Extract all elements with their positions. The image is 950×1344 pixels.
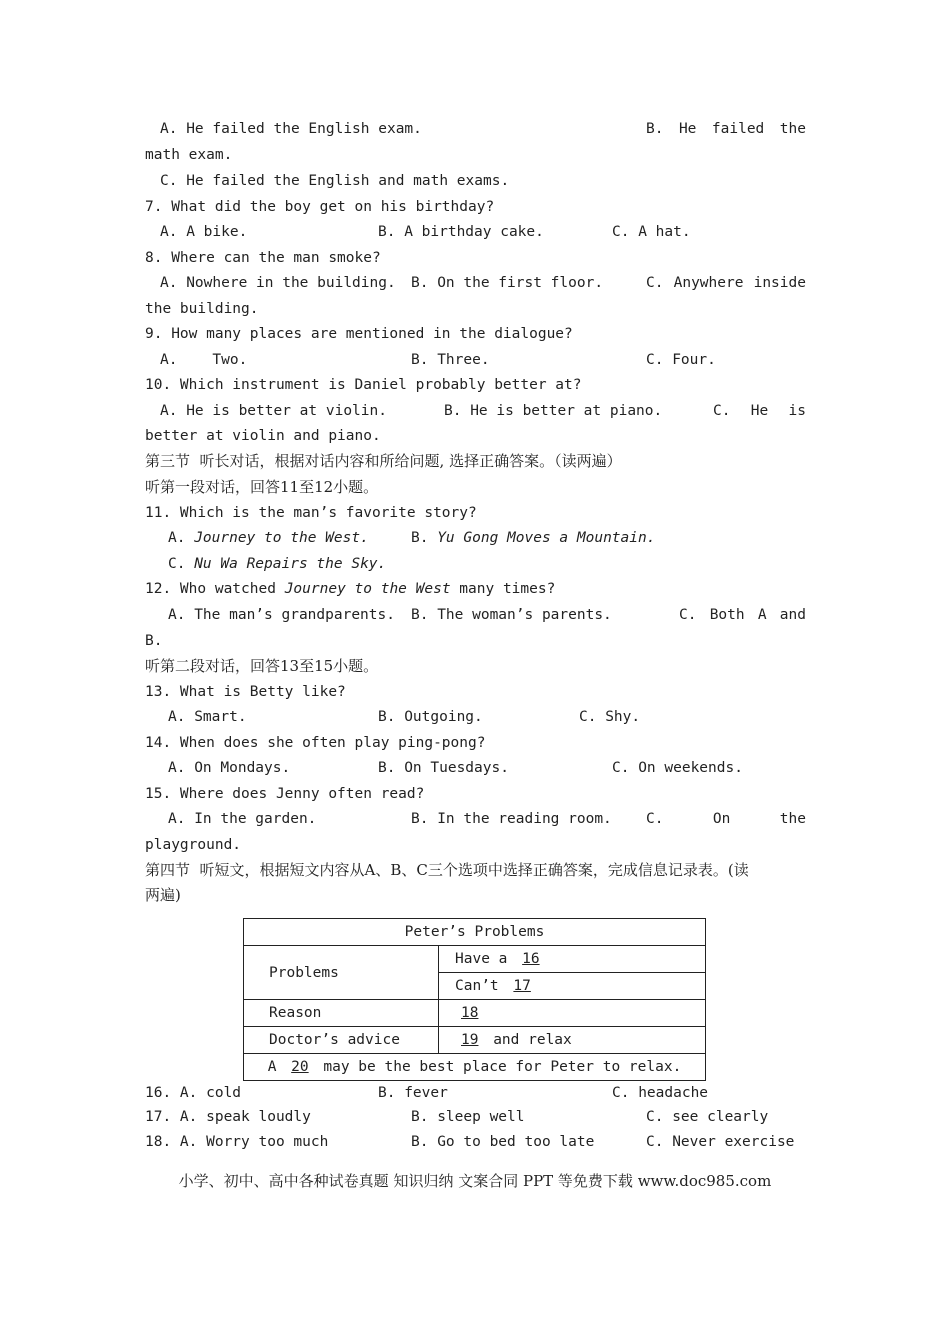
q17-option-a: 17. A. speak loudly <box>145 1109 311 1125</box>
q9-option-a: A. Two. <box>160 352 248 368</box>
q11-c-label: C. <box>168 556 186 572</box>
and-relax-text: and relax <box>493 1032 572 1048</box>
q10-c-part: He <box>750 403 769 419</box>
q8-c-part: Anywhere <box>673 275 744 291</box>
q11-a-text: Journey to the West. <box>194 530 369 546</box>
table-last-row <box>244 1054 706 1081</box>
page-footer: 小学、初中、高中各种试卷真题 知识归纳 文案合同 PPT 等免费下载 www.doc985.com <box>178 1172 772 1190</box>
q11-c-text: Nu Wa Repairs the Sky. <box>194 556 387 572</box>
q11-option-b <box>411 528 655 548</box>
q7-question: 7. What did the boy get on his birthday? <box>145 199 495 215</box>
section3-sub2: 听第二段对话，回答13至15小题。 <box>145 657 379 675</box>
q14-option-a: A. On Mondays. <box>168 760 291 776</box>
q7-option-a: A. A bike. <box>160 224 248 240</box>
q12-option-c-cont: B. <box>145 633 163 649</box>
q8-c-part: inside <box>753 275 806 291</box>
last-post: may be the best place for Peter to relax. <box>323 1059 682 1075</box>
problems-label: Problems <box>244 946 439 1000</box>
q9-option-b: B. Three. <box>411 352 490 368</box>
blank-18: 18 <box>461 1005 479 1021</box>
q12-option-a: A. The man’s grandparents. <box>168 607 395 623</box>
q11-option-a <box>168 528 369 548</box>
q12-q-pre: 12. Who watched <box>145 581 285 597</box>
q14-option-c: C. On weekends. <box>612 760 743 776</box>
q16-option-c: C. headache <box>612 1085 709 1101</box>
q6-option-a: A. He failed the English exam. <box>160 121 422 137</box>
q12-c-part: and <box>779 607 806 623</box>
reason-cell <box>439 1000 706 1027</box>
q12-question <box>145 579 807 599</box>
q11-a-label: A. <box>168 530 186 546</box>
q10-option-a: A. He is better at violin. <box>160 403 387 419</box>
q6-b-part: B. <box>646 121 664 137</box>
section3-sub1: 听第一段对话，回答11至12小题。 <box>145 478 379 496</box>
reason-label: Reason <box>244 1000 439 1027</box>
q7-option-b: B. A birthday cake. <box>378 224 544 240</box>
q6-b-part: the <box>779 121 806 137</box>
q13-question: 13. What is Betty like? <box>145 684 346 700</box>
blank-19: 19 <box>461 1032 479 1048</box>
q8-option-c-cont: the building. <box>145 301 259 317</box>
q8-option-a: A. Nowhere in the building. <box>160 275 396 291</box>
q14-question: 14. When does she often play ping-pong? <box>145 735 486 751</box>
q13-option-c: C. Shy. <box>579 709 641 725</box>
q6-option-b <box>646 119 806 139</box>
problem-row-1 <box>439 946 706 973</box>
advice-label: Doctor’s advice <box>244 1027 439 1054</box>
q12-option-b: B. The woman’s parents. <box>411 607 612 623</box>
q11-b-text: Yu Gong Moves a Mountain. <box>437 530 656 546</box>
q16-option-b: B. fever <box>378 1085 448 1101</box>
q16-option-a: 16. A. cold <box>145 1085 242 1101</box>
q8-option-b: B. On the first floor. <box>411 275 604 291</box>
q15-c-part: On <box>712 811 731 827</box>
q10-option-c <box>713 401 806 421</box>
q12-c-part: A <box>757 607 767 623</box>
section4-title-cont: 两遍) <box>145 886 181 904</box>
q9-option-c: C. Four. <box>646 352 716 368</box>
q18-option-b: B. Go to bed too late <box>411 1134 595 1150</box>
q6-option-b-cont: math exam. <box>145 147 233 163</box>
q15-c-part: the <box>779 811 806 827</box>
have-a-text: Have a <box>455 951 508 967</box>
q11-question: 11. Which is the man’s favorite story? <box>145 505 477 521</box>
q13-option-a: A. Smart. <box>168 709 247 725</box>
q7-option-c: C. A hat. <box>612 224 691 240</box>
q17-option-c: C. see clearly <box>646 1109 769 1125</box>
q15-option-a: A. In the garden. <box>168 811 317 827</box>
last-pre: A <box>267 1059 277 1075</box>
info-table <box>243 918 706 1081</box>
section4-title: 第四节 听短文，根据短文内容从A、B、C三个选项中选择正确答案，完成信息记录表。(读 <box>145 861 749 879</box>
problem-row-2 <box>439 973 706 1000</box>
q10-c-part: C. <box>713 403 731 419</box>
q14-option-b: B. On Tuesdays. <box>378 760 509 776</box>
q12-q-post: many times? <box>450 581 556 597</box>
q18-option-a: 18. A. Worry too much <box>145 1134 329 1150</box>
q10-c-part: is <box>788 403 806 419</box>
advice-cell <box>439 1027 706 1054</box>
q8-option-c <box>646 273 806 293</box>
table-title: Peter’s Problems <box>244 919 706 946</box>
q6-b-part: He <box>678 121 697 137</box>
q15-c-part: C. <box>646 811 664 827</box>
q15-option-c-cont: playground. <box>145 837 242 853</box>
blank-20: 20 <box>291 1059 309 1075</box>
q10-option-c-cont: better at violin and piano. <box>145 428 381 444</box>
q17-option-b: B. sleep well <box>411 1109 525 1125</box>
blank-16: 16 <box>522 951 540 967</box>
q9-question: 9. How many places are mentioned in the dialogue? <box>145 326 573 342</box>
q6-b-part: failed <box>711 121 765 137</box>
blank-17: 17 <box>513 978 531 994</box>
q15-option-c <box>646 809 806 829</box>
q6-option-c: C. He failed the English and math exams. <box>160 173 510 189</box>
q15-question: 15. Where does Jenny often read? <box>145 786 425 802</box>
q10-question: 10. Which instrument is Daniel probably better at? <box>145 377 582 393</box>
q11-option-c <box>168 554 386 574</box>
q12-q-italic: Journey to the West <box>284 581 451 597</box>
q11-b-label: B. <box>411 530 429 546</box>
q13-option-b: B. Outgoing. <box>378 709 483 725</box>
q12-c-part: Both <box>709 607 745 623</box>
q12-c-part: C. <box>679 607 697 623</box>
cant-text: Can’t <box>455 978 499 994</box>
q10-option-b: B. He is better at piano. <box>444 403 663 419</box>
q12-option-c <box>679 605 806 625</box>
section3-title: 第三节 听长对话，根据对话内容和所给问题, 选择正确答案。（读两遍） <box>145 452 622 470</box>
q18-option-c: C. Never exercise <box>646 1134 795 1150</box>
q8-c-part: C. <box>646 275 664 291</box>
q8-question: 8. Where can the man smoke? <box>145 250 381 266</box>
q15-option-b: B. In the reading room. <box>411 811 612 827</box>
